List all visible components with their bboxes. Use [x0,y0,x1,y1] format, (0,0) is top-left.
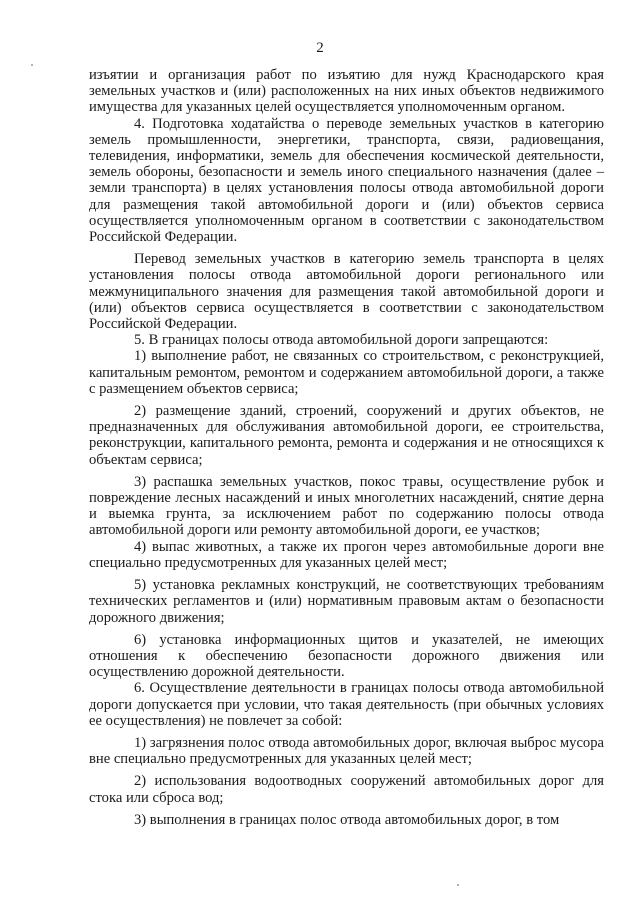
document-body [89,67,604,828]
page-number: 2 [316,40,324,56]
paragraph-item-4: 4. Подготовка ходатайства о переводе земельных участков в категорию земель промышленности, энергетики, транспорта, связи, радиовещания, телевидения, информатики, земель для обеспечения космической деятельности, земель обороны, безопасности и земель иного специального назначения (далее – земли транспорта) в целях установления полосы отвода автомобильной дороги для размещения такой автомобильной дороги и (или) объектов сервиса осуществляется уполномоченным органом в соответствии с законодательством Российской Федерации. [89,115,604,246]
list-item: 3) распашка земельных участков, покос травы, осуществление рубок и повреждение лесных насаждений и иных многолетних насаждений, снятие дерна и выемка грунта, за исключением работ по содержанию полосы отвода автомобильной дороги или ремонту автомобильной дороги, ее участков; [89,473,604,539]
scan-speck [31,64,33,66]
list-item: 1) загрязнения полос отвода автомобильных дорог, включая выброс мусора вне специально предусмотренных для указанных целей мест; [89,734,604,768]
list-item: 3) выполнения в границах полос отвода автомобильных дорог, в том [134,811,560,828]
scan-speck [457,884,459,886]
paragraph-item-6: 6. Осуществление деятельности в границах полосы отвода автомобильной дороги допускается при условии, что такая деятельность (при обычных условиях ее осуществления) не повлечет за собой: [89,680,604,729]
list-item: 6) установка информационных щитов и указателей, не имеющих отношения к обеспечению безопасности дорожного движения или осуществлению дорожной деятельности. [89,631,604,681]
paragraph: Перевод земельных участков в категорию земель транспорта в целях установления полосы отвода автомобильной дороги регионального или межмуниципального значения для размещения такой автомобильной дороги и (или) объектов сервиса осуществляется в соответствии с законодательством Российской Федерации. [89,251,604,333]
list-item: 2) размещение зданий, строений, сооружений и других объектов, не предназначенных для обслуживания автомобильной дороги, ее строительства, реконструкции, капитального ремонта, ремонта и содержания и не относящихся к объектам сервиса; [89,403,604,468]
list-item: 2) использования водоотводных сооружений автомобильных дорог для стока или сброса вод; [89,773,604,806]
list-item: 4) выпас животных, а также их прогон через автомобильные дороги вне специально предусмотренных для указанных целей мест; [89,538,604,571]
list-item: 5) установка рекламных конструкций, не соответствующих требованиям технических регламентов и (или) нормативным правовым актам о безопасности дорожного движения; [89,577,604,626]
list-item: 1) выполнение работ, не связанных со строительством, с реконструкцией, капитальным ремонтом, ремонтом и содержанием автомобильной дороги, а также с размещением объектов сервиса; [89,348,604,397]
paragraph: изъятии и организация работ по изъятию для нужд Краснодарского края земельных участков и (или) расположенных на них иных объектов недвижимого имущества для указанных целей осуществляется уполномоченным органом. [89,67,604,116]
paragraph-item-5: 5. В границах полосы отвода автомобильной дороги запрещаются: [134,332,549,349]
